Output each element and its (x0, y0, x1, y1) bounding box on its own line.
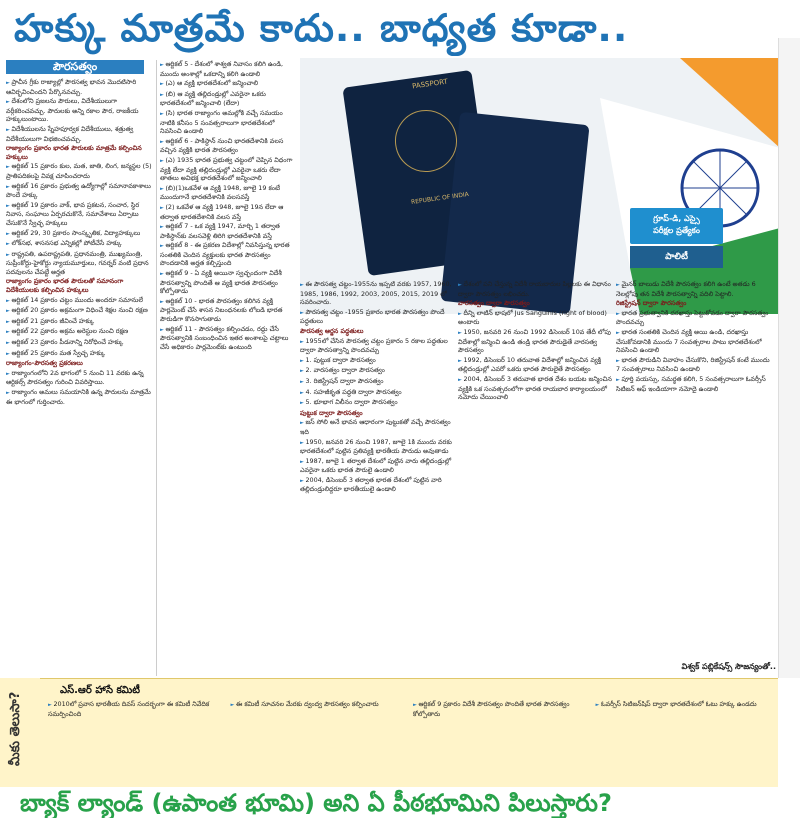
col1-item: ► ఆర్టికల్ 22 ప్రకారం అక్రమ అరెస్టుల నుంచి రక్షణ (6, 327, 152, 337)
col3-item: ► 1955లో చేసిన పౌరసత్వ చట్టం ప్రకారం 5 రకాల పద్ధతుల ద్వారా పౌరసత్వాన్ని పొందవచ్చు (300, 337, 454, 355)
col5-item: ► మైనర్ బాలుడు విదేశీ పౌరసత్వం కలిగి ఉంటే అతడు 6 నెలల్లోపు తన విదేశీ పౌరసత్వాన్ని వదిలి పెట్టాలి. (616, 280, 774, 298)
col3-item: ► 1. పుట్టుక ద్వారా పౌరసత్వం (300, 356, 454, 366)
footer-headline: బ్యాక్ ల్యాండ్ (ఉపాంత భూమి) అని ఏ పీఠభూమిని పిలుస్తారు? (20, 789, 612, 817)
col2-item: ► ఆర్టికల్ 10 - భారత పౌరసత్వం కలిగిన వ్యక్తి పార్లమెంట్ చేసే శాసన నిబంధనలకు లోబడి భారత పౌరుడిగా కొనసాగుతాడు (160, 297, 298, 324)
bottom-list-item: ► 2010లో ప్రవాస భారతీయ దివస్ సందర్భంగా ఈ కమిటీ నివేదిక సమర్పించింది (48, 700, 221, 718)
col3-item: ► పౌరసత్వ చట్టం -1955 ప్రకారం భారత పౌరసత్వం పొందే పద్ధతులు (300, 308, 454, 326)
col3-item: ► 1950, జనవరి 26 నుంచి 1987, జూలై 1కి ముందు వరకు భారతదేశంలో పుట్టిన ప్రతివ్యక్తి భారతీయ పౌరుడు అవుతాడు (300, 438, 454, 456)
col3-item: ► 2004, డిసెంబర్ 3 తర్వాత భారత దేశంలో పుట్టిన వారి తల్లిదండ్రులిద్దరూ భారతీయులై ఉండాలి (300, 476, 454, 494)
bottom-list (48, 700, 768, 780)
col2-item: ► ఆర్టికల్ 5 - దేశంలో శాశ్వత నివాసం కలిగి ఉండి, ముందు అంశాల్లో ఒకదాన్ని కలిగి ఉండాలి (160, 60, 298, 78)
adjacent-column-strip (778, 38, 800, 678)
did-you-know-text: మీకు తెలుసా? (8, 691, 23, 766)
passport-label: REPUBLIC OF INDIA (410, 190, 470, 207)
passport-title: PASSPORT (411, 77, 449, 91)
col3-item: పౌరసత్వ ఆర్జన పద్ధతులు (300, 326, 364, 335)
col1-item: ► ఆర్టికల్ 16 ప్రకారం ప్రభుత్వ ఉద్యోగాల్లో సమానావకాశాలు పొందే హక్కు (6, 182, 152, 200)
col2-item: ► (సి) భారత రాజ్యాంగం అమల్లోకి వచ్చే సమయం నాటికి కనీసం 5 సంవత్సరాలుగా భారతదేశంలో నివసించి ఉండాలి (160, 109, 298, 136)
col2-item: ► (బి) ఆ వ్యక్తి తల్లిదండ్రుల్లో ఎవరైనా ఒకరు భారతదేశంలో జన్మించాలి (లేదా) (160, 90, 298, 108)
col3-item: ► 3. రిజిస్ట్రేషన్ ద్వారా పౌరసత్వం (300, 377, 454, 387)
col3-item: ► 1987, జూలై 1 తర్వాత దేశంలో పుట్టిన వారు తల్లిదండ్రుల్లో ఎవరైనా ఒకరు భారత పౌరులై ఉండాలి (300, 457, 454, 475)
col2-item: ► (2) ఒకవేళ ఆ వ్యక్తి 1948, జూలై 19న లేదా ఆ తర్వాత భారతదేశానికి వలస వస్తే (160, 203, 298, 221)
col1-item: ► దేశంలోని ప్రజలను పౌరులు, విదేశీయులుగా వర్గీకరించవచ్చు. పౌరులకు అన్ని రకాల పౌర, రాజకీయ హక్కులుంటాయి. (6, 97, 152, 124)
col1-item: ► ఆర్టికల్ 19 ప్రకారం వాక్, భావ ప్రకటన, సంచార, స్థిర నివాస, సంఘాలు ఏర్పరచుకొనే, సమావేశాలు ఏర్పాటు చేసుకొనే స్వేచ్ఛ హక్కులు (6, 201, 152, 228)
column-4 (458, 280, 612, 676)
col1-item: రాజ్యాంగం ప్రకారం భారత పౌరులతో సమానంగా విదేశీయులకు కల్పించిన హక్కులు (6, 277, 124, 295)
col1-item: ► ఆర్టికల్ 14 ప్రకారం చట్టం ముందు అందరూ సమానులే (6, 296, 152, 306)
section-title: పౌరసత్వం (6, 60, 144, 74)
col2-item: ► ఆర్టికల్ 9 - ఏ వ్యక్తి అయినా స్వచ్ఛందంగా విదేశీ పౌరసత్వాన్ని పొందితే ఆ వ్యక్తి భారత పౌరసత్వం కోల్పోతాడు (160, 269, 298, 296)
col5-item: రిజిస్ట్రేషన్ ద్వారా పౌరసత్వం (616, 299, 687, 308)
column-5 (616, 280, 774, 658)
col3-item: ► 2. వారసత్వం ద్వారా పౌరసత్వం (300, 366, 454, 376)
bottom-list-item: ► ఈ కమిటీ సూచనల మేరకు ద్వంద్వ పౌరసత్వం కల్పించారు (231, 700, 404, 710)
bottom-heading: ఎస్.ఆర్ హాసే కమిటీ (60, 685, 140, 696)
col1-item: ► లోక్‌సభ, శాసనసభ ఎన్నికల్లో పోటీచేసే హక్కు (6, 239, 152, 249)
col3-item: పుట్టుక ద్వారా పౌరసత్వం (300, 408, 363, 417)
col2-item: ► ఆర్టికల్ 8 - ఈ ప్రకరణ విదేశాల్లో నివసిస్తున్న భారత సంతతికి చెందిన వ్యక్తులకు భారత పౌరసత్వం పొందడానికి అర్హత కల్పిస్తుంది (160, 241, 298, 268)
bottom-list-item: ► ఓవర్సీస్ సిటిజన్‌షిప్ ద్వారా భారతదేశంలో ఓటు హక్కు ఉండదు (596, 700, 769, 710)
col2-item: ► (బి)(1)ఒకవేళ ఆ వ్యక్తి 1948, జూలై 19 కంటే ముందుగానే భారతదేశానికి వలసవస్తే (160, 184, 298, 202)
col1-item: ► విదేశీయులను స్నేహపూర్వక విదేశీయులు, శత్రుత్వ విదేశీయులుగా విభజించవచ్చు. (6, 125, 152, 143)
author-credit: విశ్వక్ పబ్లికేషన్స్ సౌజన్యంతో.. (681, 662, 776, 671)
col1-item: ► రాష్ట్రపతి, ఉపరాష్ట్రపతి, ప్రధానమంత్రి, ముఖ్యమంత్రి, సుప్రీంకోర్టు-హైకోర్టు న్యాయమూర్తులు, గవర్నర్ వంటి ప్రధాన పదవులను చేపట్టే అర్హత (6, 250, 152, 277)
passport-illustration (300, 58, 780, 314)
col1-item: ► ఆర్టికల్ 25 ప్రకారం మత స్వేచ్ఛ హక్కు (6, 349, 152, 359)
col5-item: ► భారత ప్రభుత్వానికి దరఖాస్తు పెట్టుకోవడం ద్వారా పౌరసత్వం పొందవచ్చు (616, 309, 774, 327)
exam-badge-line2: పరీక్షల ప్రత్యేకం (653, 226, 700, 235)
col1-item: ► ఆర్టికల్ 15 ప్రకారం కుల, మత, జాతి, లింగ, జన్మస్థల (5) ప్రాతిపదికలపై వివక్ష చూపించరాదు (6, 162, 152, 180)
col5-item: ► భారత పౌరుడిని వివాహం చేసుకొని, రిజిస్ట్రేషన్ కంటే ముందు 7 సంవత్సరాలు నివసించి ఉండాలి (616, 356, 774, 374)
col4-item: వారసత్వం ద్వారా పౌరసత్వం (458, 299, 530, 308)
col3-item: ► జస్ సోలి అనే భావన ఆధారంగా పుట్టుకతో వచ్చే పౌరసత్వం ఇది (300, 418, 454, 436)
column-1 (6, 78, 152, 676)
column-3 (300, 280, 454, 676)
column-2 (160, 60, 298, 676)
col4-item: ► దేశంలో పని చేస్తున్న విదేశీ రాయబారుల పిల్లలకు ఈ విధానం ద్వారా పౌరసత్వం లభించదు. (458, 280, 612, 298)
col2-item: ► ఆర్టికల్ 6 - పాకిస్థాన్ నుంచి భారతదేశానికి వలస వచ్చిన వ్యక్తికి భారత పౌరసత్వం (160, 137, 298, 155)
col1-item: ► ఆర్టికల్ 20 ప్రకారం అక్రమంగా విధించే శిక్షల నుంచి రక్షణ (6, 306, 152, 316)
col5-item: ► పూర్తి వయస్సు, సమర్థత కలిగి, 5 సంవత్సరాలుగా ఓవర్సీస్ సిటిజన్ ఆఫ్ ఇండియాగా నమోదై ఉండాలి (616, 375, 774, 393)
col1-item: ► ఆర్టికల్ 21 ప్రకారం జీవించే హక్కు (6, 317, 152, 327)
col2-item: ► (ఎ) 1935 భారత ప్రభుత్వ చట్టంలో చెప్పిన విధంగా వ్యక్తి లేదా వ్యక్తి తల్లిదండ్రుల్లో ఎవరైనా ఒకరు లేదా తాతలు అవిభక్త భారతదేశంలో జన్మించాలి (160, 156, 298, 183)
col5-item: ► భారత సంతతికి చెందిన వ్యక్తి అయి ఉండి, దరఖాస్తు చేసుకోవడానికి ముందు 7 సంవత్సరాల పాటు భారతదేశంలో నివసించి ఉండాలి (616, 328, 774, 355)
did-you-know-label (0, 678, 40, 786)
subject-badge: పాలిటీ (630, 246, 723, 268)
col4-item: ► 1950, జనవరి 26 నుంచి 1992 డిసెంబర్ 10వ తేదీ లోపు విదేశాల్లో జన్మించి ఉండి తండ్రి భారత పౌరుడైతే వారసత్వ పౌరసత్వం (458, 328, 612, 355)
col3-item: ► ఈ పౌరసత్వ చట్టం-1955ను ఇప్పటి వరకు 1957, 1960, 1985, 1986, 1992, 2003, 2005, 2015, 2019 లో సవరించారు. (300, 280, 454, 307)
col2-item: ► ఆర్టికల్ 11 - పౌరసత్వం కల్పించడం, రద్దు చేసే పౌరసత్వానికి సంబంధించిన ఇతర అంశాలపై చట్టాలు చేసే అధికారం పార్లమెంట్‌కు ఉంటుంది (160, 325, 298, 352)
col3-item: ► 4. సహజీకృత పద్ధతి ద్వారా పౌరసత్వం (300, 388, 454, 398)
col1-item: ► రాజ్యాంగం అమలు సమయానికి ఉన్న పౌరులను మాత్రమే ఈ భాగంలో గుర్తించారు. (6, 388, 152, 406)
exam-badge (630, 208, 723, 244)
col3-item: ► 5. భూభాగ విలీనం ద్వారా పౌరసత్వం (300, 398, 454, 408)
headline: హక్కు మాత్రమే కాదు.. బాధ్యత కూడా.. (14, 6, 629, 50)
passport-photo (300, 58, 780, 314)
col4-item: ► 2004, డిసెంబర్ 3 తరువాత భారత దేశం బయట జన్మించిన వ్యక్తికి ఒక సంవత్సరంలోగా భారత రాయబార కార్యాలయంలో నమోదు చేయించాలి (458, 375, 612, 402)
col1-item: ► ఆర్టికల్ 29, 30 ప్రకారం సాంస్కృతిక, విద్యాహక్కులు (6, 229, 152, 239)
column-divider (156, 60, 157, 676)
col1-item: ► ప్రాచీన గ్రీకు రాజ్యాల్లో పౌరసత్వ భావన మొదటిసారి ఆవిర్భవించిందని పేర్కొనవచ్చు. (6, 78, 152, 96)
col1-item: ► రాజ్యాంగంలోని 2వ భాగంలో 5 నుంచి 11 వరకు ఉన్న ఆర్టికల్స్ పౌరసత్వం గురించి వివరిస్తాయి. (6, 369, 152, 387)
col1-item: రాజ్యాంగం ప్రకారం భారత పౌరులకు మాత్రమే కల్పించిన హక్కులు (6, 144, 142, 161)
col1-item: ► ఆర్టికల్ 23 ప్రకారం పీడనాన్ని నిరోధించే హక్కు (6, 338, 152, 348)
col2-item: ► (ఎ) ఆ వ్యక్తి భారతదేశంలో జన్మించాలి (160, 79, 298, 89)
col2-item: ► ఆర్టికల్ 7 - ఒక వ్యక్తి 1947, మార్చి 1 తర్వాత పాకిస్థాన్‌కు వలసవెళ్లి తిరిగి భారతదేశానికి వస్తే (160, 222, 298, 240)
exam-badge-line1: గ్రూప్-డి, ఎస్సై (653, 214, 700, 223)
bottom-list-item: ► ఆర్టికల్ 9 ప్రకారం విదేశీ పౌరసత్వం పొందితే భారత పౌరసత్వం కోల్పోతారు (413, 700, 586, 718)
col4-item: ► దీన్ని లాటిన్ భాషలో Jus Sanguinis (right of blood) అంటారు (458, 309, 612, 327)
col4-item: ► 1992, డిసెంబర్ 10 తరువాత విదేశాల్లో జన్మించిన వ్యక్తి తల్లిదండ్రుల్లో ఎవరో ఒకరు భారత పౌరులైతే పౌరసత్వం (458, 356, 612, 374)
col1-item: రాజ్యాంగం-పౌరసత్వ ప్రకరణలు (6, 359, 83, 368)
